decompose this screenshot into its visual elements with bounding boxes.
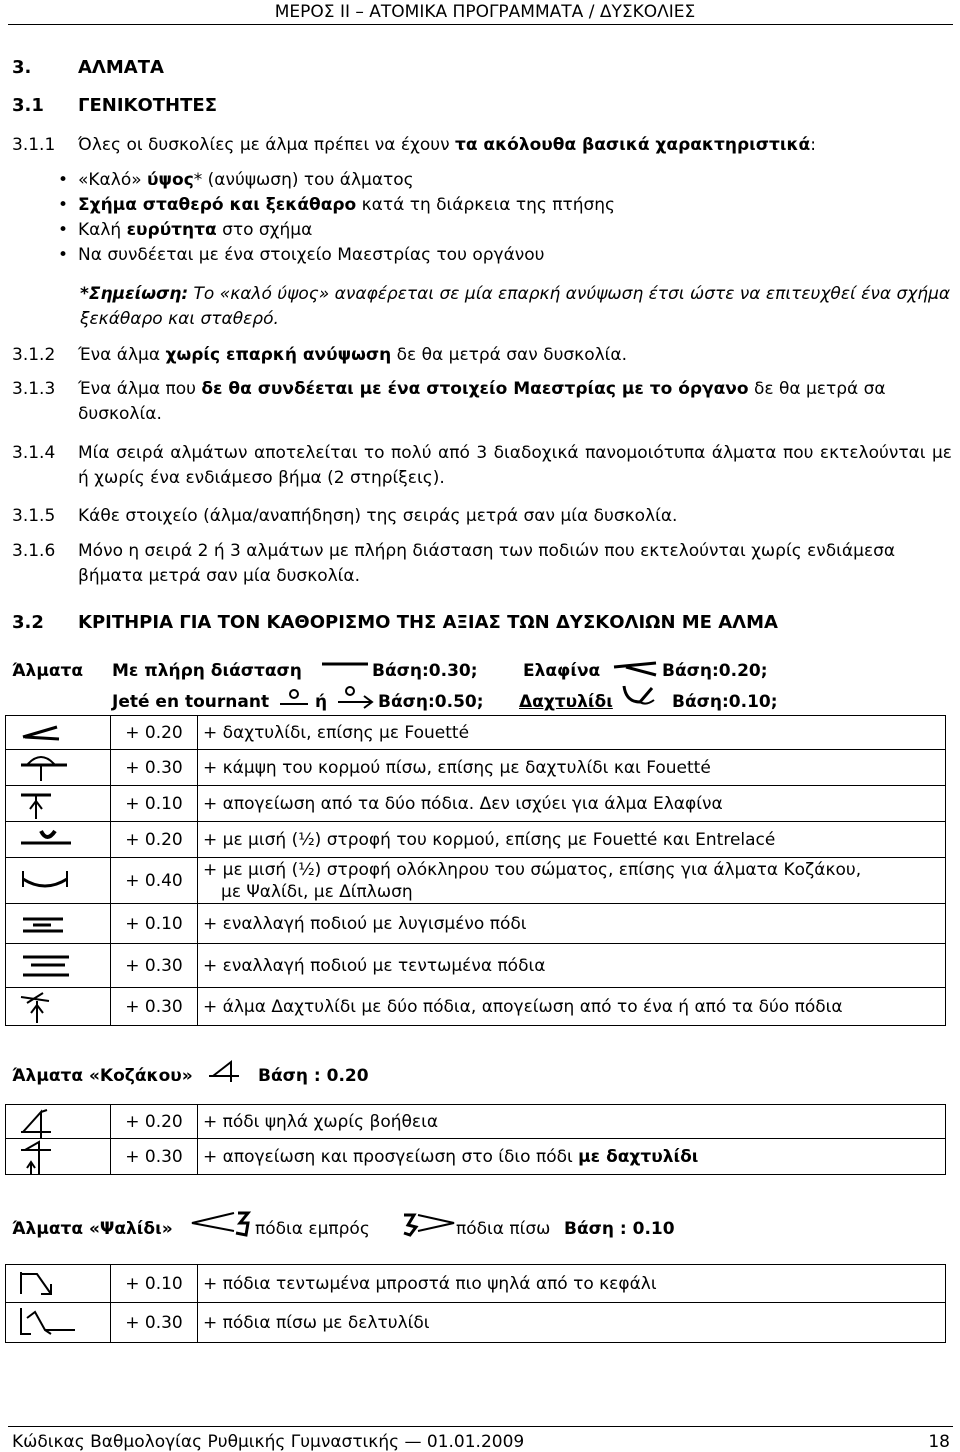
back-bend-symbol-icon xyxy=(6,750,111,786)
jete-label: Jeté en tournant xyxy=(112,692,270,712)
legs-forward-high-symbol-icon xyxy=(6,1265,111,1303)
table-row: + 0.10 + εναλλαγή ποδιού με λυγισμένο πόδι xyxy=(6,904,946,944)
cossack-symbol-icon xyxy=(205,1058,245,1084)
list-item: • Σχήμα σταθερό και ξεκάθαρο κατά τη διάρκεια της πτήσης xyxy=(62,193,615,218)
table-row: + 0.40 + με μισή (½) στροφή ολόκληρου του σώματος, επίσης για άλματα Κοζάκου, με Ψαλίδι, με Δίπλωση xyxy=(6,858,946,904)
table-row: + 0.20 + πόδι ψηλά χωρίς βοήθεια xyxy=(6,1105,946,1139)
note: *Σημείωση: Το «καλό ύψος» αναφέρεται σε μία επαρκή ανύψωση έτσι ώστε να επιτευχθεί ένα σχήμα ξεκάθαρο και σταθερό. xyxy=(80,284,951,329)
paragraph-3-1-3: 3.1.3 Ένα άλμα που δε θα συνδέεται με ένα στοιχείο Μαεστρίας με το όργανο δε θα μετρά σα δυσκολία. xyxy=(12,379,886,424)
cossack-criteria-table xyxy=(5,1104,946,1175)
table-row: + 0.30 + πόδια πίσω με δελτυλίδι xyxy=(6,1303,946,1343)
paragraph-3-1-1: 3.1.1 Όλες οι δυσκολίες με άλμα πρέπει να έχουν τα ακόλουθα βασικά χαρακτηριστικά: xyxy=(12,135,816,155)
or-label: ή xyxy=(315,692,328,712)
list-item: • Καλή ευρύτητα στο σχήμα xyxy=(62,218,615,243)
deer-symbol-icon xyxy=(612,659,662,679)
scissors-criteria-table xyxy=(5,1264,946,1343)
requirements-list xyxy=(62,168,615,268)
jump-types-row-1 xyxy=(12,661,952,685)
table-row: + 0.30 + άλμα Δαχτυλίδι με δύο πόδια, απογείωση από το ένα ή από τα δύο πόδια xyxy=(6,988,946,1026)
section-heading: 3. ΑΛΜΑΤΑ xyxy=(12,57,164,78)
paragraph-3-1-2: 3.1.2 Ένα άλμα χωρίς επαρκή ανύψωση δε θα μετρά σαν δυσκολία. xyxy=(12,345,628,365)
same-foot-landing-symbol-icon xyxy=(6,1139,111,1175)
jete-symbol-icon xyxy=(276,688,312,712)
ring-symbol-icon xyxy=(6,716,111,750)
ring-base: Βάση:0.10; xyxy=(672,692,778,712)
list-item: • Να συνδέεται με ένα στοιχείο Μαεστρίας του οργάνου xyxy=(62,243,615,268)
table-row: + 0.10 + απογείωση από τα δύο πόδια. Δεν ισχύει για άλμα Ελαφίνα xyxy=(6,786,946,822)
ring-symbol-icon xyxy=(618,682,658,712)
jete-alt-symbol-icon xyxy=(334,684,376,710)
table-row: + 0.30 + εναλλαγή ποδιού με τεντωμένα πόδια xyxy=(6,944,946,988)
deer-ring-two-feet-symbol-icon xyxy=(6,988,111,1026)
table-row: + 0.30 + απογείωση και προσγείωση στο ίδιο πόδι με δαχτυλίδι xyxy=(6,1139,946,1175)
table-row: + 0.20 + με μισή (½) στροφή του κορμού, επίσης με Fouetté και Entrelacé xyxy=(6,822,946,858)
cossack-heading: Άλματα «Κοζάκου» Βάση : 0.20 xyxy=(12,1066,612,1090)
deer-base: Βάση:0.20; xyxy=(662,661,768,681)
full-split-label: Με πλήρη διάσταση xyxy=(112,661,302,681)
paragraph-3-1-6: 3.1.6 Μόνο η σειρά 2 ή 3 αλμάτων με πλήρη διάσταση των ποδιών που εκτελούνται χωρίς ενδιάμεσα βήματα μετρά σαν μία δυσκολία. xyxy=(12,541,896,586)
page-number: 18 xyxy=(928,1432,950,1452)
list-item: • «Καλό» ύψος* (ανύψωση) του άλματος xyxy=(62,168,615,193)
table-row: + 0.20 + δαχτυλίδι, επίσης με Fouetté xyxy=(6,716,946,750)
scissors-backward-symbol-icon xyxy=(400,1209,460,1239)
paragraph-3-1-5: 3.1.5 Κάθε στοιχείο (άλμα/αναπήδηση) της σειράς μετρά σαν μία δυσκολία. xyxy=(12,506,678,526)
footer-rule xyxy=(8,1426,953,1427)
section-3-2-heading: 3.2 ΚΡΙΤΗΡΙΑ ΓΙΑ ΤΟΝ ΚΑΘΟΡΙΣΜΟ ΤΗΣ ΑΞΙΑΣ ΤΩΝ ΔΥΣΚΟΛΙΩΝ ΜΕ ΑΛΜΑ xyxy=(12,612,778,633)
straight-leg-switch-symbol-icon xyxy=(6,944,111,988)
full-split-symbol-icon xyxy=(320,657,370,671)
legs-back-ring-symbol-icon xyxy=(6,1303,111,1343)
footer-text: Κώδικας Βαθμολογίας Ρυθμικής Γυμναστικής — 01.01.2009 xyxy=(12,1432,525,1452)
jumps-label: Άλματα xyxy=(12,661,84,681)
ring-label: Δαχτυλίδι xyxy=(519,692,613,712)
jump-criteria-table xyxy=(5,715,946,1026)
two-feet-takeoff-symbol-icon xyxy=(6,786,111,822)
half-turn-body-symbol-icon xyxy=(6,858,111,904)
jete-base: Βάση:0.50; xyxy=(378,692,484,712)
high-leg-symbol-icon xyxy=(6,1105,111,1139)
bent-leg-switch-symbol-icon xyxy=(6,904,111,944)
table-row: + 0.30 + κάμψη του κορμού πίσω, επίσης με δαχτυλίδι και Fouetté xyxy=(6,750,946,786)
scissors-heading: Άλματα «Ψαλίδι» πόδια εμπρός πόδια πίσω Βάση : 0.10 xyxy=(12,1219,912,1243)
full-split-base: Βάση:0.30; xyxy=(372,661,478,681)
jump-types-row-2 xyxy=(12,692,952,716)
half-turn-trunk-symbol-icon xyxy=(6,822,111,858)
deer-label: Ελαφίνα xyxy=(523,661,601,681)
header-rule xyxy=(8,24,953,25)
running-header: ΜΕΡΟΣ ΙΙ – ΑΤΟΜΙΚΑ ΠΡΟΓΡΑΜΜΑΤΑ / ΔΥΣΚΟΛΙΕΣ xyxy=(274,2,696,22)
paragraph-3-1-4: 3.1.4 Μία σειρά αλμάτων αποτελείται το πολύ από 3 διαδοχικά πανομοιότυπα άλματα που εκτελούνται με ή χωρίς ένα ενδιάμεσο βήμα (2 στηρίξεις). xyxy=(12,443,952,488)
subsection-heading: 3.1 ΓΕΝΙΚΟΤΗΤΕΣ xyxy=(12,95,217,116)
scissors-forward-symbol-icon xyxy=(186,1209,256,1239)
table-row: + 0.10 + πόδια τεντωμένα μπροστά πιο ψηλά από το κεφάλι xyxy=(6,1265,946,1303)
